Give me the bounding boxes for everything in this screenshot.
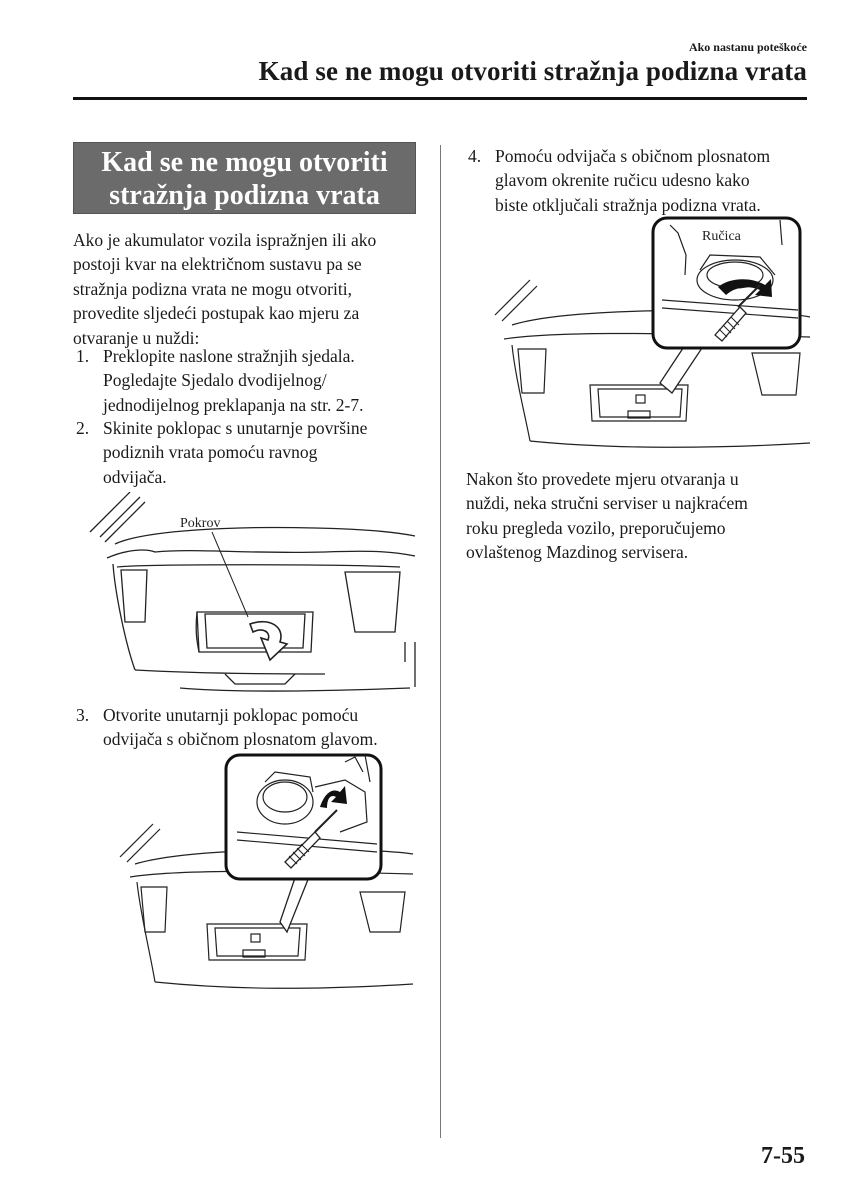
cover-leader-line	[212, 532, 248, 617]
step-number: 2.	[76, 418, 90, 438]
section-label: Ako nastanu poteškoće	[688, 40, 807, 54]
step-1	[76, 344, 426, 419]
intro-line: Ako je akumulator vozila ispražnjen ili ako	[73, 230, 377, 250]
heading-line-1: Kad se ne mogu otvoriti	[101, 147, 388, 178]
step-2	[76, 416, 426, 491]
intro-line: provedite sljedeći postupak kao mjeru za	[73, 303, 360, 324]
step-line: Skinite poklopac s unutarnje površine	[103, 418, 368, 438]
step-line: podiznih vrata pomoću ravnog	[103, 442, 318, 463]
step-line: Preklopite naslone stražnjih sjedala.	[103, 346, 355, 366]
page-title: Kad se ne mogu otvoriti stražnja podizna vrata	[258, 56, 807, 86]
step-line: Pomoću odvijača s običnom plosnatom	[495, 146, 771, 166]
intro-line: otvaranje u nuždi:	[73, 327, 200, 348]
step-number: 3.	[76, 705, 90, 725]
closing-paragraph	[466, 467, 748, 565]
step-4	[468, 144, 818, 219]
closing-line: roku pregleda vozilo, preporučujemo	[466, 517, 726, 538]
handle-rotation-figure	[490, 215, 820, 455]
step-line: glavom okrenite ručicu udesno kako	[495, 170, 750, 191]
step-line: odvijača.	[103, 466, 167, 487]
intro-paragraph	[73, 228, 376, 350]
step-line: Otvorite unutarnji poklopac pomoću	[103, 705, 359, 725]
step-number: 1.	[76, 346, 90, 366]
step-3	[76, 703, 426, 753]
step-number: 4.	[468, 146, 482, 166]
callout-pointer	[280, 872, 311, 932]
step-line: Pogledajte Sjedalo dvodijelnog/	[103, 370, 327, 391]
heading-line-2: stražnja podizna vrata	[109, 180, 380, 211]
closing-line: nuždi, neka stručni serviser u najkraćem	[466, 493, 748, 514]
closing-line: Nakon što provedete mjeru otvaranja u	[466, 469, 739, 489]
cover-label: Pokrov	[180, 516, 221, 531]
rotate-arrow-icon	[250, 622, 287, 660]
intro-line: stražnja podizna vrata ne mogu otvoriti,	[73, 278, 352, 299]
inner-cover-figure	[115, 752, 415, 1000]
cover-removal-figure	[85, 492, 425, 700]
step-line: biste otključali stražnja podizna vrata.	[495, 194, 761, 215]
step-line: odvijača s običnom plosnatom glavom.	[103, 729, 378, 750]
step-line: jednodijelnog preklapanja na str. 2-7.	[103, 394, 364, 415]
section-heading-box	[73, 142, 416, 214]
closing-line: ovlaštenog Mazdinog servisera.	[466, 542, 689, 563]
handle-label: Ručica	[702, 229, 741, 244]
page-number: 7-55	[761, 1143, 805, 1169]
column-divider	[440, 145, 441, 1138]
intro-line: postoji kvar na električnom sustavu pa se	[73, 254, 362, 275]
detail-callout-frame	[226, 755, 381, 879]
header-rule	[73, 97, 807, 100]
